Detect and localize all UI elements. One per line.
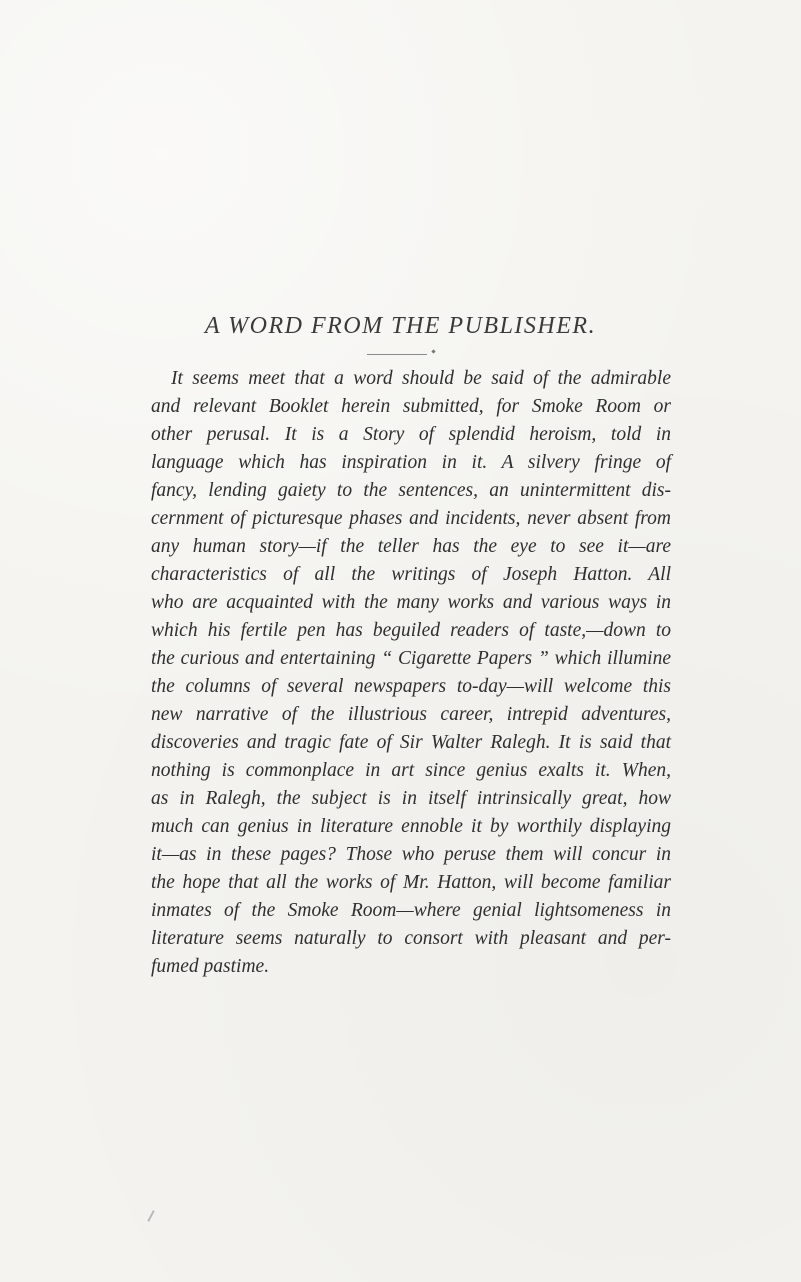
body-line: literature seems naturally to consort with pleasant and per- — [151, 928, 671, 949]
body-line: and relevant Booklet herein submitted, for Smoke Room or — [151, 396, 671, 417]
body-line: discoveries and tragic fate of Sir Walter Ralegh. It is said that — [151, 732, 671, 753]
ornament-dot-icon — [431, 349, 435, 353]
publisher-note-body — [151, 365, 671, 981]
page-title: A WORD FROM THE PUBLISHER. — [204, 313, 597, 339]
pencil-mark — [147, 1210, 154, 1222]
body-line: nothing is commonplace in art since genius exalts it. When, — [151, 760, 671, 781]
body-line: language which has inspiration in it. A silvery fringe of — [151, 452, 671, 473]
body-line: the columns of several newspapers to-day—will welcome this — [151, 676, 671, 697]
title-divider — [367, 354, 427, 355]
body-line: any human story—if the teller has the eye to see it—are — [151, 536, 671, 557]
body-line: cernment of picturesque phases and incidents, never absent from — [151, 508, 671, 529]
body-line: as in Ralegh, the subject is in itself intrinsically great, how — [151, 788, 671, 809]
body-line: who are acquainted with the many works and various ways in — [151, 592, 671, 613]
body-line: new narrative of the illustrious career, intrepid adventures, — [151, 704, 671, 725]
body-line: the curious and entertaining “ Cigarette Papers ” which illumine — [151, 648, 671, 669]
body-line: other perusal. It is a Story of splendid heroism, told in — [151, 424, 671, 445]
body-line: the hope that all the works of Mr. Hatton, will become familiar — [151, 872, 671, 893]
body-line: inmates of the Smoke Room—where genial lightsomeness in — [151, 900, 671, 921]
body-line: which his fertile pen has beguiled readers of taste,—down to — [151, 620, 671, 641]
body-line: It seems meet that a word should be said of the admirable — [171, 368, 671, 389]
body-line: much can genius in literature ennoble it by worthily displaying — [151, 816, 671, 837]
body-line: fumed pastime. — [151, 956, 270, 977]
body-line: it—as in these pages? Those who peruse them will concur in — [151, 844, 671, 865]
body-line: characteristics of all the writings of Joseph Hatton. All — [151, 564, 671, 585]
body-line: fancy, lending gaiety to the sentences, an unintermittent dis- — [151, 480, 671, 501]
